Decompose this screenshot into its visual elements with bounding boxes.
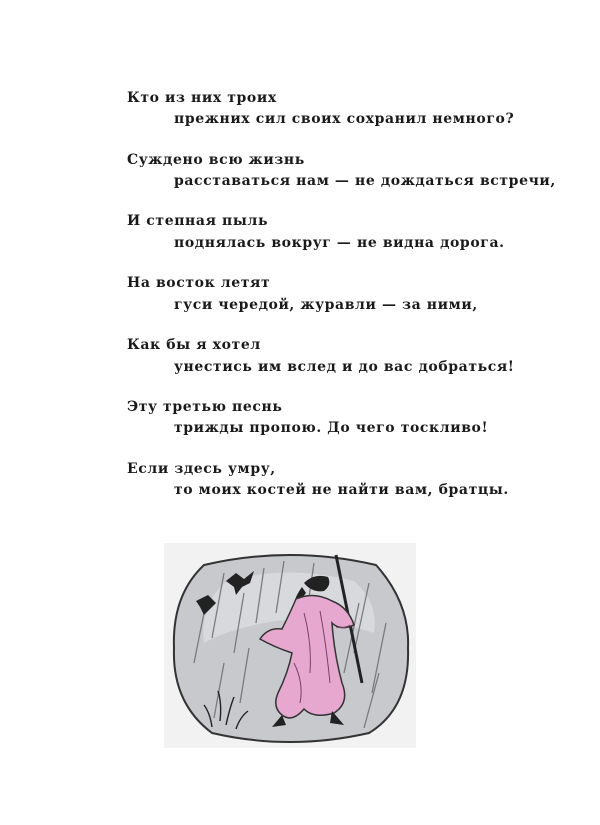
stanza-2-line-2: расставаться нам — не дождаться встречи,: [174, 173, 556, 189]
stanza-6-line-2: трижды пропою. До чего тоскливо!: [174, 420, 489, 436]
stanza-1-line-1: Кто из них троих: [127, 90, 277, 106]
stanza-6-line-1: Эту третью песнь: [127, 399, 283, 415]
stanza-3-line-1: И степная пыль: [127, 213, 269, 229]
stanza-5-line-2: унестись им вслед и до вас добраться!: [174, 359, 515, 375]
stanza-2-line-1: Суждено всю жизнь: [127, 152, 305, 168]
stanza-4-line-1: На восток летят: [127, 275, 271, 291]
illustration-drawing: [164, 543, 416, 748]
stanza-4-line-2: гуси чередой, журавли — за ними,: [174, 297, 478, 313]
stanza-3-line-2: поднялась вокруг — не видна дорога.: [174, 235, 505, 251]
stanza-7-line-1: Если здесь умру,: [127, 461, 276, 477]
stanza-1-line-2: прежних сил своих сохранил немного?: [174, 111, 515, 127]
stanza-5-line-1: Как бы я хотел: [127, 337, 261, 353]
stanza-7-line-2: то моих костей не найти вам, братцы.: [174, 482, 509, 498]
poem-illustration: [164, 543, 416, 748]
